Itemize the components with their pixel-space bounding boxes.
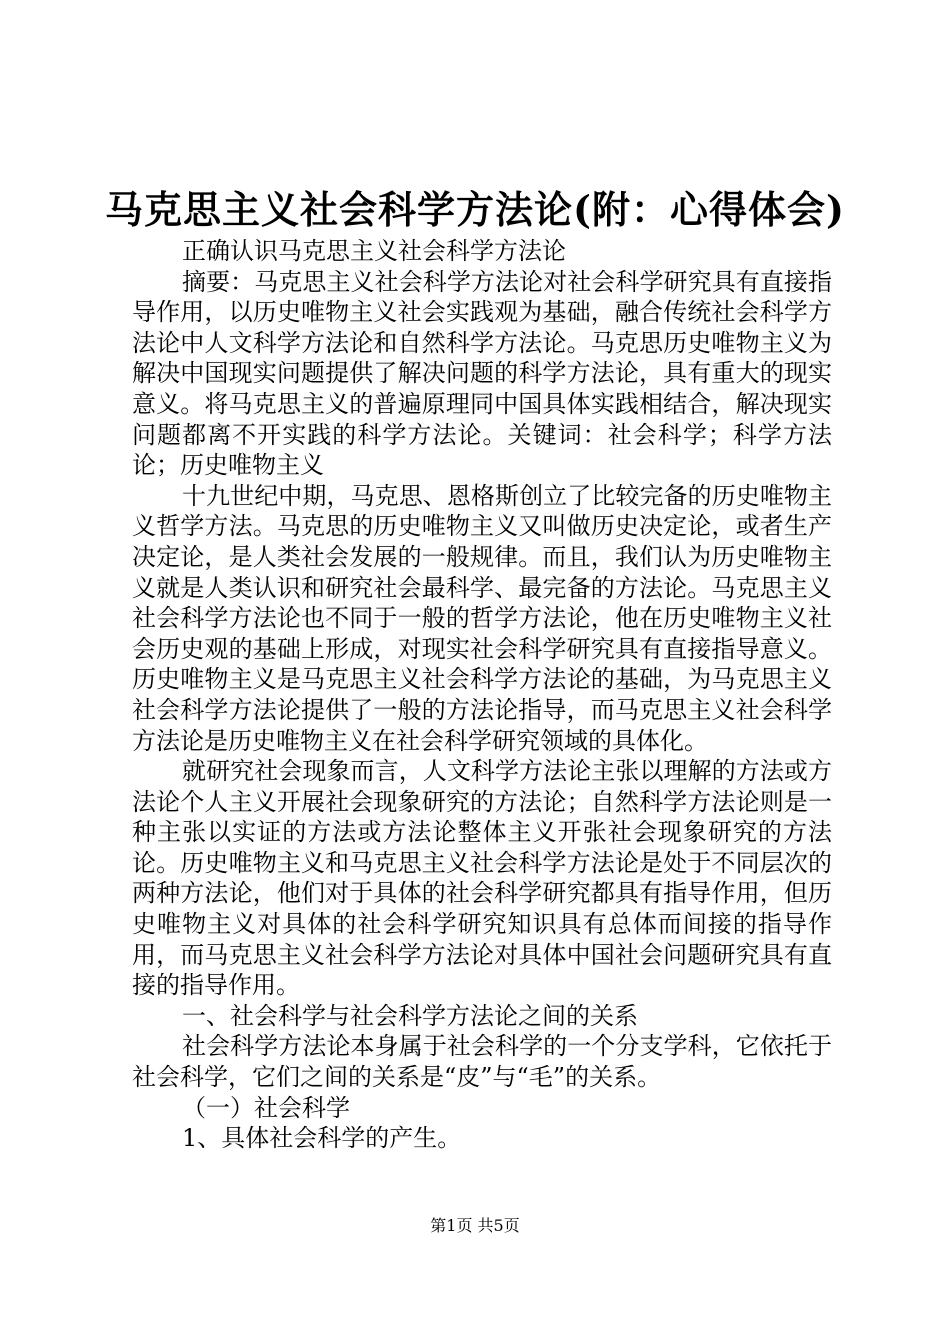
body-paragraph: 十九世纪中期，马克思、恩格斯创立了比较完备的历史唯物主义哲学方法。马克思的历史唯物主义又叫做历史决定论，或者生产决定论，是人类社会发展的一般规律。而且，我们认为历史唯物主义就是人类认识和研究社会最科学、最完备的方法论。马克思主义社会科学方法论也不同于一般的哲学方法论，他在历史唯物主义社会历史观的基础上形成，对现实社会科学研究具有直接指导意义。历史唯物主义是马克思主义社会科学方法论的基础，为马克思主义社会科学方法论提供了一般的方法论指导，而马克思主义社会科学方法论是历史唯物主义在社会科学研究领域的具体化。 <box>132 481 832 755</box>
body-paragraph: 就研究社会现象而言，人文科学方法论主张以理解的方法或方法论个人主义开展社会现象研究的方法论；自然科学方法论则是一种主张以实证的方法或方法论整体主义开张社会现象研究的方法论。历史唯物主义和马克思主义社会科学方法论是处于不同层次的两种方法论，他们对于具体的社会科学研究都具有指导作用，但历史唯物主义对具体的社会科学研究知识具有总体而间接的指导作用，而马克思主义社会科学方法论对具体中国社会问题研究具有直接的指导作用。 <box>132 757 832 1000</box>
section-heading-1: 一、社会科学与社会科学方法论之间的关系 <box>182 1001 638 1030</box>
subsection-heading: （一）社会科学 <box>182 1093 350 1122</box>
abstract-paragraph: 摘要：马克思主义社会科学方法论对社会科学研究具有直接指导作用，以历史唯物主义社会实践观为基础，融合传统社会科学方法论中人文科学方法论和自然科学方法论。马克思历史唯物主义为解决中国现实问题提供了解决问题的科学方法论，具有重大的现实意义。将马克思主义的普遍原理同中国具体实践相结合，解决现实问题都离不开实践的科学方法论。关键词：社会科学；科学方法论；历史唯物主义 <box>132 267 832 480</box>
document-title: 马克思主义社会科学方法论(附：心得体会) <box>105 187 845 232</box>
body-paragraph: 社会科学方法论本身属于社会科学的一个分支学科，它依托于社会科学，它们之间的关系是“皮”与“毛”的关系。 <box>132 1032 832 1092</box>
page-number-footer: 第1页 共5页 <box>430 1216 520 1235</box>
document-body <box>132 236 832 1154</box>
list-item-heading: 1、具体社会科学的产生。 <box>182 1124 462 1153</box>
section-heading-intro: 正确认识马克思主义社会科学方法论 <box>182 237 566 265</box>
